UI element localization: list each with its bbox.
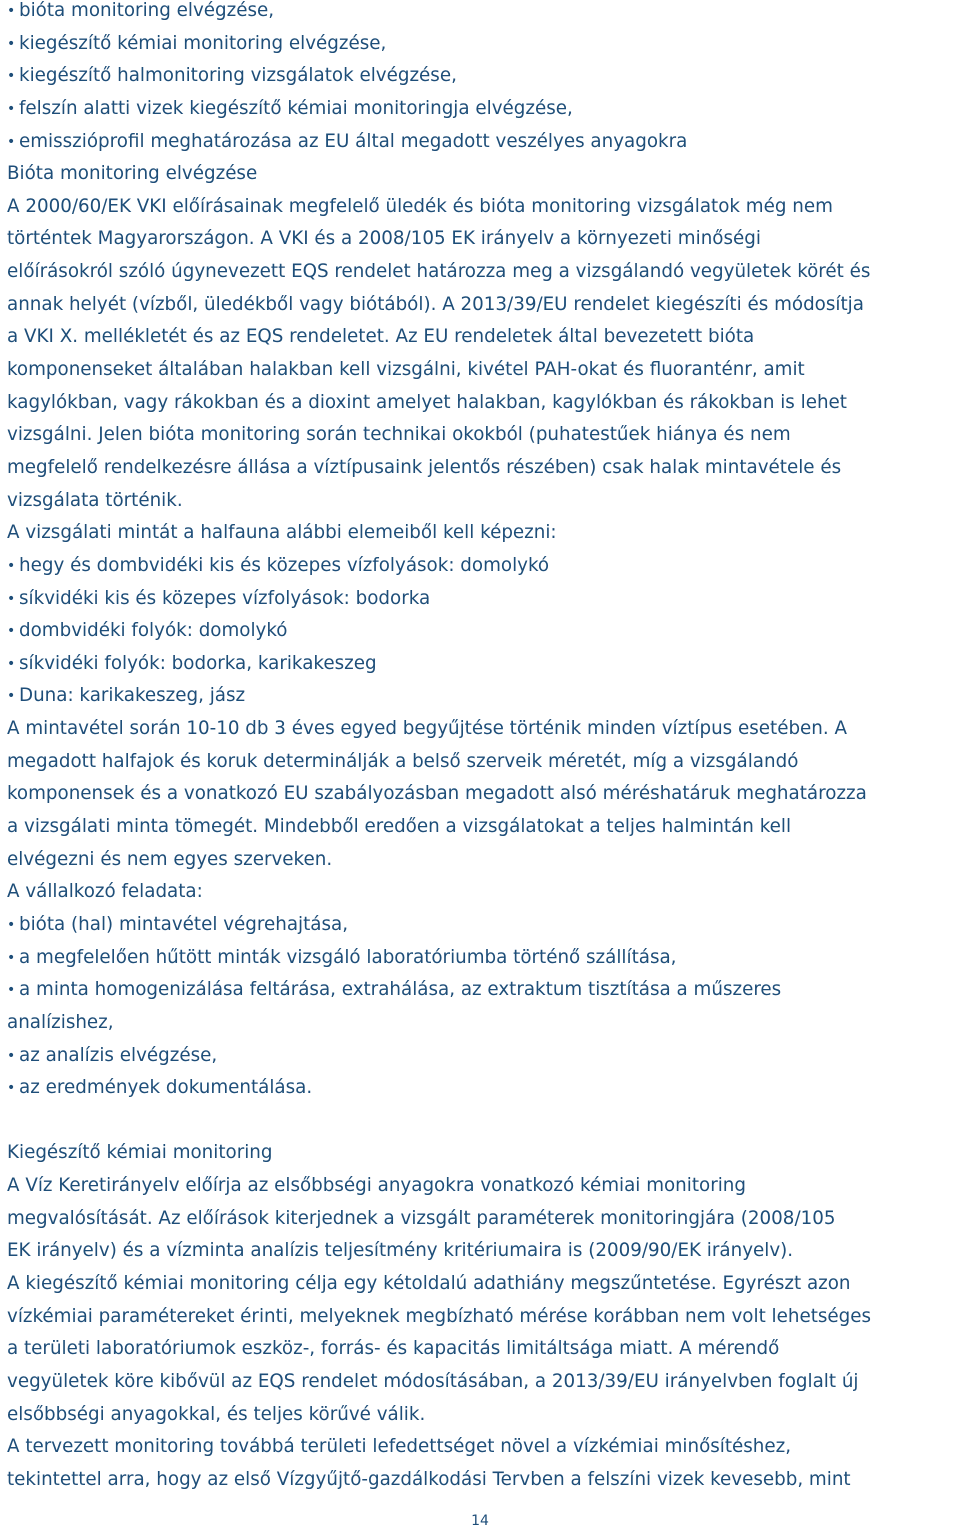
text-line: megfelelő rendelkezésre állása a víztípusaink jelentős részében) csak halak mintavétele és — [7, 456, 842, 478]
bullet-list-item: • felszín alatti vizek kiegészítő kémiai monitoringja elvégzése, — [7, 93, 957, 126]
text-line: a vizsgálati minta tömegét. Mindebből eredően a vizsgálatokat a teljes halmintán kell — [7, 816, 792, 838]
bullet-list-item: • kiegészítő halmonitoring vizsgálatok elvégzése, — [7, 60, 957, 93]
text-line: A Víz Keretirányelv előírja az elsőbbségi anyagokra vonatkozó kémiai monitoring — [7, 1175, 746, 1197]
text-line: előírásokról szóló úgynevezett EQS rendelet határozza meg a vizsgálandó vegyületek körét és — [7, 261, 871, 283]
page-number: 14 — [471, 1513, 489, 1529]
text-line: a területi laboratóriumok eszköz-, forrás- és kapacitás limitáltsága miatt. A mérendő — [7, 1338, 780, 1360]
text-line: tekintettel arra, hogy az első Vízgyűjtő-gazdálkodási Tervben a felszíni vizek kevesebb, mint — [7, 1468, 851, 1490]
bullet-list-item: • emisszióprofil meghatározása az EU által megadott veszélyes anyagokra — [7, 126, 957, 159]
bullet-list-item: • dombvidéki folyók: domolykó — [7, 615, 957, 648]
text-line: A mintavétel során 10-10 db 3 éves egyed begyűjtése történik minden víztípus esetében. A — [7, 718, 848, 740]
bullet-list-item: • a minta homogenizálása feltárása, extrahálása, az extraktum tisztítása a műszeres — [7, 974, 957, 1007]
text-line: elsőbbségi anyagokkal, és teljes körűvé válik. — [7, 1403, 426, 1425]
bullet-list-item: • a megfelelően hűtött minták vizsgáló laboratóriumba történő szállítása, — [7, 942, 957, 975]
bullet-list-item: • bióta (hal) mintavétel végrehajtása, — [7, 909, 957, 942]
text-line: elvégezni és nem egyes szerveken. — [7, 848, 333, 870]
text-line: megvalósítását. Az előírások kiterjednek a vizsgált paraméterek monitoringjára (2008/105 — [7, 1207, 836, 1229]
bullet-list-item: • síkvidéki kis és közepes vízfolyások: bodorka — [7, 583, 957, 616]
bullet-list-item: • az eredmények dokumentálása. — [7, 1072, 957, 1105]
bullet-list-item: • kiegészítő kémiai monitoring elvégzése, — [7, 28, 957, 61]
text-line: A 2000/60/EK VKI előírásainak megfelelő üledék és bióta monitoring vizsgálatok még nem — [7, 195, 833, 217]
bullet-list-item: • bióta monitoring elvégzése, — [7, 0, 957, 28]
text-line: A kiegészítő kémiai monitoring célja egy kétoldalú adathiány megszűntetése. Egyrészt azon — [7, 1272, 851, 1294]
text-line: Bióta monitoring elvégzése — [7, 163, 258, 185]
bullet-list-item: • síkvidéki folyók: bodorka, karikakeszeg — [7, 648, 957, 681]
text-line: kagylókban, vagy rákokban és a dioxint amelyet halakban, kagylókban és rákokban is lehet — [7, 391, 847, 413]
text-line: A vizsgálati mintát a halfauna alábbi elemeiből kell képezni: — [7, 522, 557, 544]
bullet-list-item: • hegy és dombvidéki kis és közepes vízfolyások: domolykó — [7, 550, 957, 583]
text-line: Kiegészítő kémiai monitoring — [7, 1142, 273, 1164]
text-line: vizsgálni. Jelen bióta monitoring során technikai okokból (puhatestűek hiánya és nem — [7, 424, 791, 446]
text-line: A vállalkozó feladata: — [7, 881, 203, 903]
blank-line — [7, 1105, 957, 1138]
bullet-list-item: • az analízis elvégzése, — [7, 1040, 957, 1073]
text-line: komponensek és a vonatkozó EU szabályozásban megadott alsó méréshatáruk meghatározza — [7, 783, 867, 805]
text-line: vizsgálata történik. — [7, 489, 183, 511]
text-line: megadott halfajok és koruk determinálják a belső szerveik méretét, míg a vizsgálandó — [7, 750, 799, 772]
text-line: történtek Magyarországon. A VKI és a 2008/105 EK irányelv a környezeti minőségi — [7, 228, 761, 250]
text-line: annak helyét (vízből, üledékből vagy biótából). A 2013/39/EU rendelet kiegészíti és módosítja — [7, 293, 864, 315]
text-line: a VKI X. mellékletét és az EQS rendeletet. Az EU rendeletek által bevezetett bióta — [7, 326, 755, 348]
text-line: EK irányelv) és a vízminta analízis teljesítmény kritériumaira is (2009/90/EK irányelv). — [7, 1240, 794, 1262]
page-content — [7, 0, 957, 1496]
text-line: analízishez, — [7, 1011, 114, 1033]
text-line: A tervezett monitoring továbbá területi lefedettséget növel a vízkémiai minősítéshez, — [7, 1436, 792, 1458]
text-line: vízkémiai paramétereket érinti, melyeknek megbízható mérése korábban nem volt lehetséges — [7, 1305, 872, 1327]
text-line: vegyületek köre kibővül az EQS rendelet módosításában, a 2013/39/EU irányelvben foglalt új — [7, 1370, 859, 1392]
text-line: komponenseket általában halakban kell vizsgálni, kivétel PAH-okat és fluoranténr, amit — [7, 359, 805, 381]
bullet-list-item: • Duna: karikakeszeg, jász — [7, 680, 957, 713]
